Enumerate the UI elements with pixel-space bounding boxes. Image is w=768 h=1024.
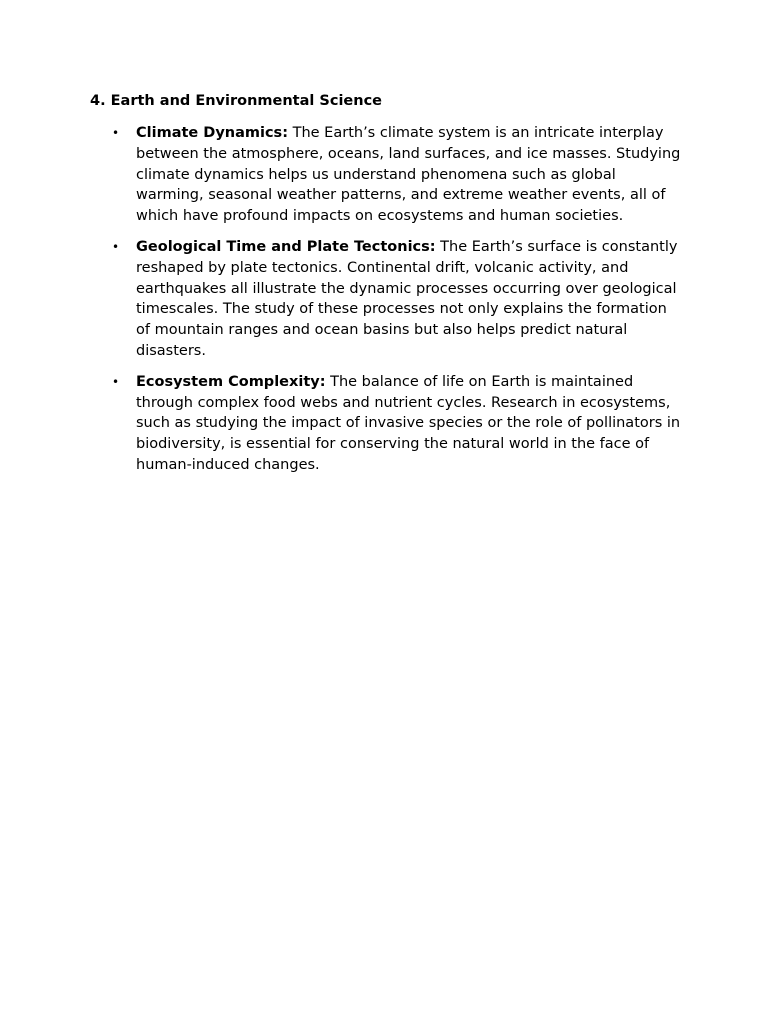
- bullet-icon: •: [112, 374, 120, 389]
- bullet-list: [90, 123, 682, 476]
- document-content: [90, 92, 682, 486]
- item-text: The balance of life on Earth is maintained through complex food webs and nutrient cycles. Research in ecosystems, such as studying the impact of invasive species or the role of pollinators in biodiversity, is essential for conserving the natural world in the face of human-induced changes.: [136, 373, 681, 473]
- bullet-icon: •: [112, 126, 120, 140]
- item-term: Geological Time and Plate Tectonics:: [136, 238, 436, 255]
- list-item-geological-time: [90, 237, 684, 362]
- item-text: The Earth’s surface is constantly reshaped by plate tectonics. Continental drift, volcanic activity, and earthquakes all illustrate the dynamic processes occurring over geological timescales. The study of these processes not only explains the formation of mountain ranges and ocean basins but also helps predict natural disasters.: [136, 238, 678, 359]
- section-heading: 4. Earth and Environmental Science: [90, 93, 383, 109]
- list-item-climate-dynamics: [90, 123, 684, 227]
- item-text: The Earth’s climate system is an intricate interplay between the atmosphere, oceans, land surfaces, and ice masses. Studying climate dynamics helps us understand phenomena such as global warming, seasonal weather patterns, and extreme weather events, all of which have profound impacts on ecosystems and human societies.: [136, 125, 681, 225]
- item-term: Climate Dynamics:: [136, 125, 288, 141]
- list-item-ecosystem-complexity: [90, 372, 684, 476]
- item-term: Ecosystem Complexity:: [136, 373, 326, 390]
- bullet-icon: •: [112, 239, 120, 254]
